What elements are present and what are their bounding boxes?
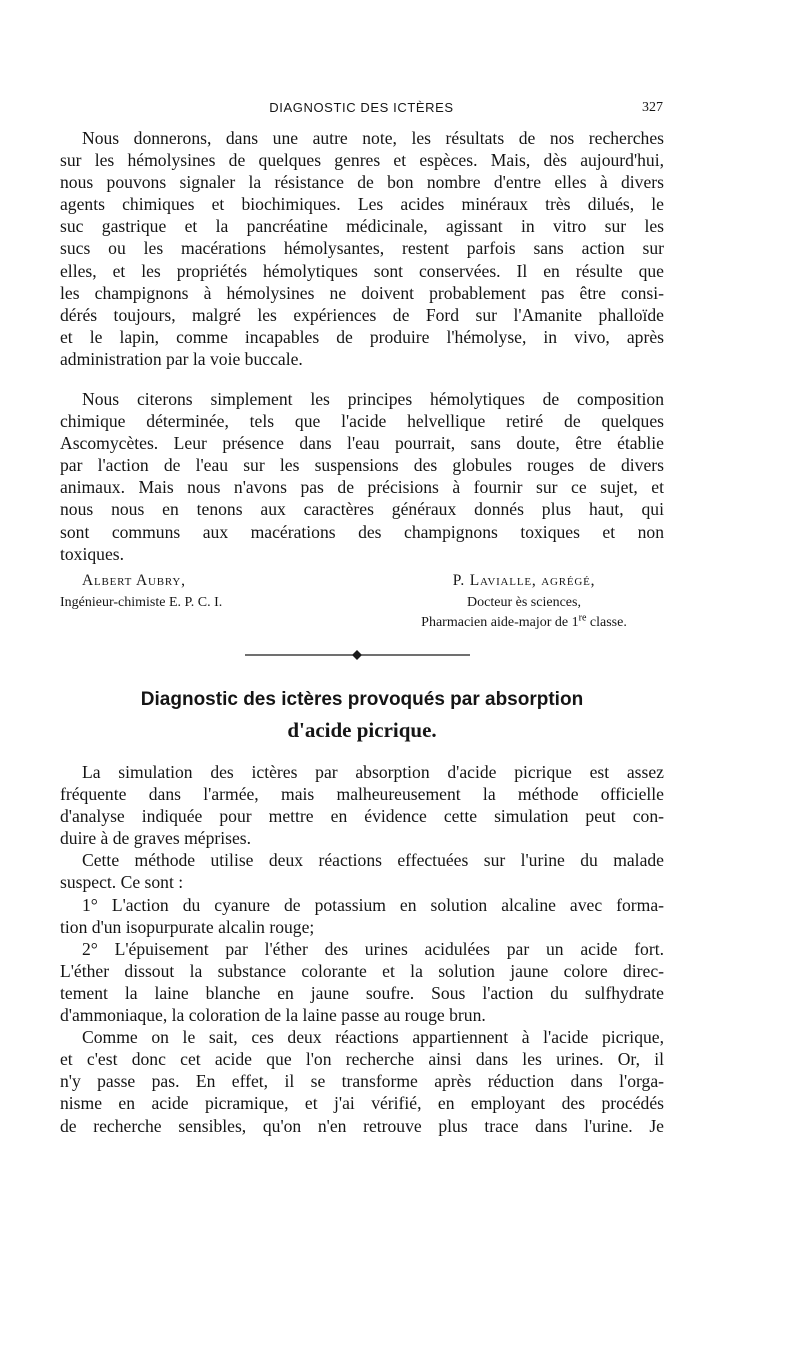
text-line: sucs ou les macérations hémolysantes, restent parfois sans action sur	[60, 238, 664, 259]
text-line: administration par la voie buccale.	[60, 348, 303, 369]
running-header	[60, 100, 663, 122]
paragraph-simulation	[60, 761, 664, 1137]
author-name: Albert Aubry,	[82, 572, 186, 589]
text-line: La simulation des ictères par absorption d'acide picrique est assez	[82, 762, 664, 782]
paragraph-principes	[60, 388, 664, 565]
text-line: sont communs aux macérations des champignons toxiques et non	[60, 521, 664, 542]
text-line: Comme on le sait, ces deux réactions appartiennent à l'acide picrique,	[82, 1027, 664, 1048]
text-line: tion d'un isopurpurate alcalin rouge;	[60, 916, 315, 937]
author-role-text: Pharmacien aide-major de 1	[421, 615, 579, 630]
text-line: agents chimiques et biochimiques. Les acides minéraux très dilués, le	[60, 194, 664, 215]
running-title: DIAGNOSTIC DES ICTÈRES	[269, 100, 454, 115]
text-line: tement la laine blanche en jaune soufre. Sous l'action du sulfhydrate	[60, 982, 664, 1003]
page-number: 327	[642, 100, 663, 115]
author-name: P. Lavialle, agrégé,	[452, 572, 596, 589]
text-line: suc gastrique et la pancréatine médicinale, agissant in vitro sur les	[60, 216, 664, 237]
text-line: fréquente dans l'armée, mais malheureusement la méthode officielle	[60, 784, 664, 805]
section-separator	[245, 649, 470, 661]
text-line: nous nous en tenons aux caractères généraux donnés plus haut, qui	[60, 499, 664, 520]
signature-lavialle	[384, 569, 664, 633]
text-line: animaux. Mais nous n'avons pas de précisions à fournir sur ce sujet, et	[60, 477, 664, 498]
text-line: elles, et les propriétés hémolytiques sont conservées. Il en résulte que	[60, 260, 664, 281]
signatures	[60, 569, 664, 639]
text-line: Cette méthode utilise deux réactions effectuées sur l'urine du malade	[82, 850, 664, 871]
superscript: re	[578, 612, 587, 624]
diamond-rule-icon	[245, 649, 470, 661]
text-line: les champignons à hémolysines ne doivent probablement pas être consi-	[60, 282, 664, 303]
text-line: n'y passe pas. En effet, il se transforme après réduction dans l'orga-	[60, 1071, 664, 1092]
signature-aubry	[60, 569, 222, 613]
section-title-line: d'acide picrique.	[287, 718, 437, 742]
text-line: Nous citerons simplement les principes hémolytiques de composition	[82, 389, 664, 409]
text-line: chimique déterminée, tels que l'acide helvellique retiré de quelques	[60, 411, 664, 432]
text-line: Nous donnerons, dans une autre note, les résultats de nos recherches	[82, 128, 664, 148]
text-line: par l'action de l'eau sur les suspensions des globules rouges de divers	[60, 455, 664, 476]
text-line: toxiques.	[60, 543, 125, 564]
text-line: nous pouvons signaler la résistance de bon nombre d'entre elles à divers	[60, 172, 664, 193]
text-line: 2° L'épuisement par l'éther des urines acidulées par un acide fort.	[82, 938, 664, 959]
text-line: dérés toujours, malgré les expériences de Ford sur l'Amanite phalloïde	[60, 304, 664, 325]
text-line: nisme en acide picramique, et j'ai vérifié, en employant des procédés	[60, 1093, 664, 1114]
text-line: suspect. Ce sont :	[60, 872, 184, 893]
text-line: et le lapin, comme incapables de produire l'hémolyse, in vivo, après	[60, 326, 664, 347]
text-line: L'éther dissout la substance colorante et la solution jaune colore direc-	[60, 960, 664, 981]
paragraph-hemolysines	[60, 127, 664, 370]
text-line: d'ammoniaque, la coloration de la laine passe au rouge brun.	[60, 1005, 486, 1026]
author-role: Ingénieur-chimiste E. P. C. I.	[60, 595, 223, 610]
text-line: duire à de graves méprises.	[60, 828, 252, 849]
section-title	[60, 685, 664, 745]
author-role-text: classe.	[586, 615, 627, 630]
text-line: et c'est donc cet acide que l'on recherche ainsi dans les urines. Or, il	[60, 1049, 664, 1070]
text-line: d'analyse indiquée pour mettre en évidence cette simulation peut con-	[60, 806, 664, 827]
text-line: sur les hémolysines de quelques genres et espèces. Mais, dès aujourd'hui,	[60, 150, 664, 171]
text-line: 1° L'action du cyanure de potassium en solution alcaline avec forma-	[82, 894, 664, 915]
text-line: Ascomycètes. Leur présence dans l'eau pourrait, sans doute, être établie	[60, 433, 664, 454]
text-line: de recherche sensibles, qu'on n'en retrouve plus trace dans l'urine. Je	[60, 1115, 664, 1136]
author-role	[384, 613, 664, 633]
author-role: Docteur ès sciences,	[467, 595, 581, 610]
section-title-line: Diagnostic des ictères provoqués par absorption	[140, 689, 584, 710]
